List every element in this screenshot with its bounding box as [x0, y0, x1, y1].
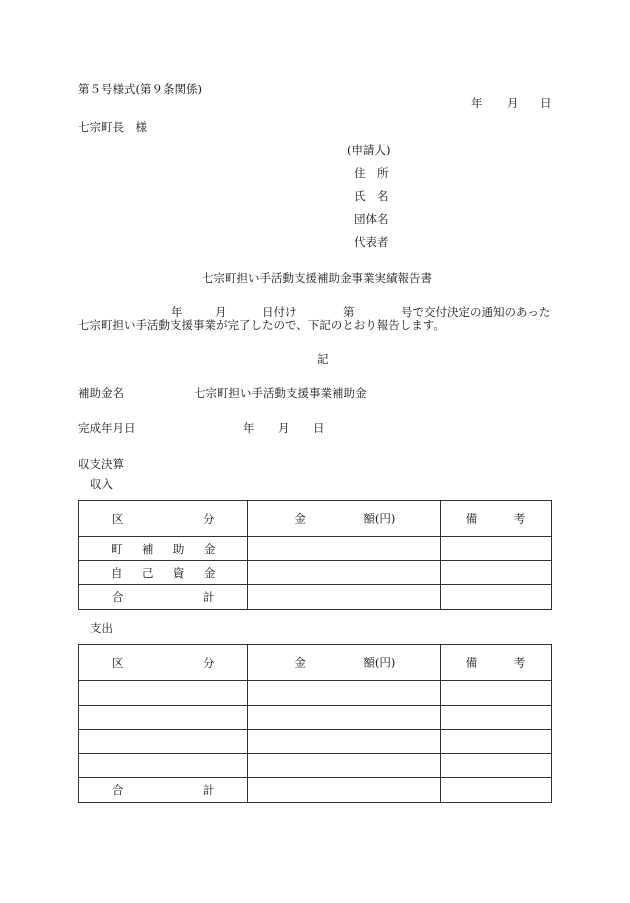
income-row-own-funds	[79, 561, 552, 585]
income-heading: 収入	[90, 477, 113, 491]
income-total-amount-cell[interactable]	[248, 585, 440, 610]
income-header-remark-1: 備	[465, 510, 478, 525]
applicant-org-label: 団体名	[354, 212, 389, 226]
completion-year: 年	[243, 421, 255, 435]
expense-total-amount-cell[interactable]	[248, 778, 440, 803]
income-total-label	[79, 585, 248, 610]
expense-header-remark	[440, 645, 551, 681]
income-total-1: 合	[112, 590, 124, 604]
income-char: 助	[172, 541, 185, 556]
income-header-kubun-2: 分	[202, 511, 215, 526]
expense-table	[78, 644, 552, 803]
expense-amount-cell[interactable]	[248, 754, 440, 778]
expense-row	[79, 754, 552, 778]
income-header-kubun-1: 区	[112, 511, 124, 526]
expense-remark-cell[interactable]	[440, 730, 551, 754]
income-char: 自	[111, 565, 123, 580]
income-row-label	[79, 537, 248, 561]
expense-row	[79, 681, 552, 706]
document-title: 七宗町担い手活動支援補助金事業実績報告書	[202, 271, 432, 285]
income-header-amount-1: 金	[294, 510, 306, 525]
completion-label: 完成年月日	[78, 421, 136, 435]
expense-remark-cell[interactable]	[440, 754, 551, 778]
income-char: 金	[203, 541, 216, 556]
expense-remark-cell[interactable]	[440, 706, 551, 730]
expense-header-kubun-1: 区	[112, 655, 124, 670]
date-year: 年	[471, 96, 483, 110]
income-char: 補	[141, 541, 154, 556]
income-char: 金	[203, 565, 216, 580]
expense-total-label	[79, 778, 248, 803]
expense-label-cell[interactable]	[79, 730, 248, 754]
expense-header-kubun-2: 分	[202, 655, 215, 670]
date-month: 月	[507, 96, 519, 110]
income-header-remark-2: 考	[513, 510, 526, 525]
budget-heading: 収支決算	[78, 457, 124, 471]
income-header-amount	[248, 501, 440, 537]
completion-month: 月	[278, 421, 290, 435]
expense-header-remark-2: 考	[513, 654, 526, 669]
body-number-prefix: 第	[343, 305, 355, 319]
expense-header-amount-1: 金	[294, 654, 306, 669]
expense-label-cell[interactable]	[79, 681, 248, 706]
income-remark-cell[interactable]	[440, 537, 551, 561]
income-header-kubun	[79, 501, 248, 537]
income-remark-cell[interactable]	[440, 561, 551, 585]
expense-header-remark-1: 備	[465, 654, 478, 669]
subsidy-label: 補助金名	[78, 386, 124, 400]
applicant-address-label: 住 所	[354, 166, 389, 180]
applicant-heading: (申請人)	[347, 143, 391, 157]
ki-heading: 記	[317, 352, 329, 366]
expense-header-kubun	[79, 645, 248, 681]
date-day: 日	[540, 96, 552, 110]
body-line2: 七宗町担い手活動支援事業が完了したので、下記のとおり報告します。	[78, 318, 445, 332]
expense-total-row	[79, 778, 552, 803]
form-number: 第５号様式(第９条関係)	[78, 82, 202, 96]
expense-header-amount-2: 額(円)	[363, 654, 396, 669]
applicant-rep-label: 代表者	[354, 235, 389, 249]
addressee: 七宗町長 様	[78, 120, 147, 134]
income-header-remark	[440, 501, 551, 537]
income-char: 町	[111, 541, 123, 556]
expense-label-cell[interactable]	[79, 754, 248, 778]
expense-total-2: 計	[202, 783, 215, 797]
expense-header-amount	[248, 645, 440, 681]
income-char: 己	[141, 565, 154, 580]
income-row-town-subsidy	[79, 537, 552, 561]
income-amount-cell[interactable]	[248, 537, 440, 561]
income-total-2: 計	[202, 590, 215, 604]
body-dated: 日付け	[262, 305, 297, 319]
expense-amount-cell[interactable]	[248, 681, 440, 706]
body-line1-tail: 号で交付決定の通知のあった	[401, 305, 551, 319]
applicant-name-label: 氏 名	[354, 189, 389, 203]
body-month: 月	[215, 305, 227, 319]
expense-label-cell[interactable]	[79, 706, 248, 730]
expense-header-row	[79, 645, 552, 681]
expense-amount-cell[interactable]	[248, 706, 440, 730]
expense-row	[79, 706, 552, 730]
body-year: 年	[171, 305, 183, 319]
income-header-row	[79, 501, 552, 537]
subsidy-value: 七宗町担い手活動支援事業補助金	[194, 386, 367, 400]
completion-day: 日	[313, 421, 325, 435]
income-total-remark-cell[interactable]	[440, 585, 551, 610]
income-row-label	[79, 561, 248, 585]
income-total-row	[79, 585, 552, 610]
expense-total-remark-cell[interactable]	[440, 778, 551, 803]
income-amount-cell[interactable]	[248, 561, 440, 585]
income-header-amount-2: 額(円)	[363, 510, 396, 525]
expense-amount-cell[interactable]	[248, 730, 440, 754]
expense-total-1: 合	[112, 783, 124, 797]
expense-remark-cell[interactable]	[440, 681, 551, 706]
expense-heading: 支出	[90, 621, 113, 635]
income-table	[78, 500, 552, 610]
income-char: 資	[172, 565, 185, 580]
expense-row	[79, 730, 552, 754]
